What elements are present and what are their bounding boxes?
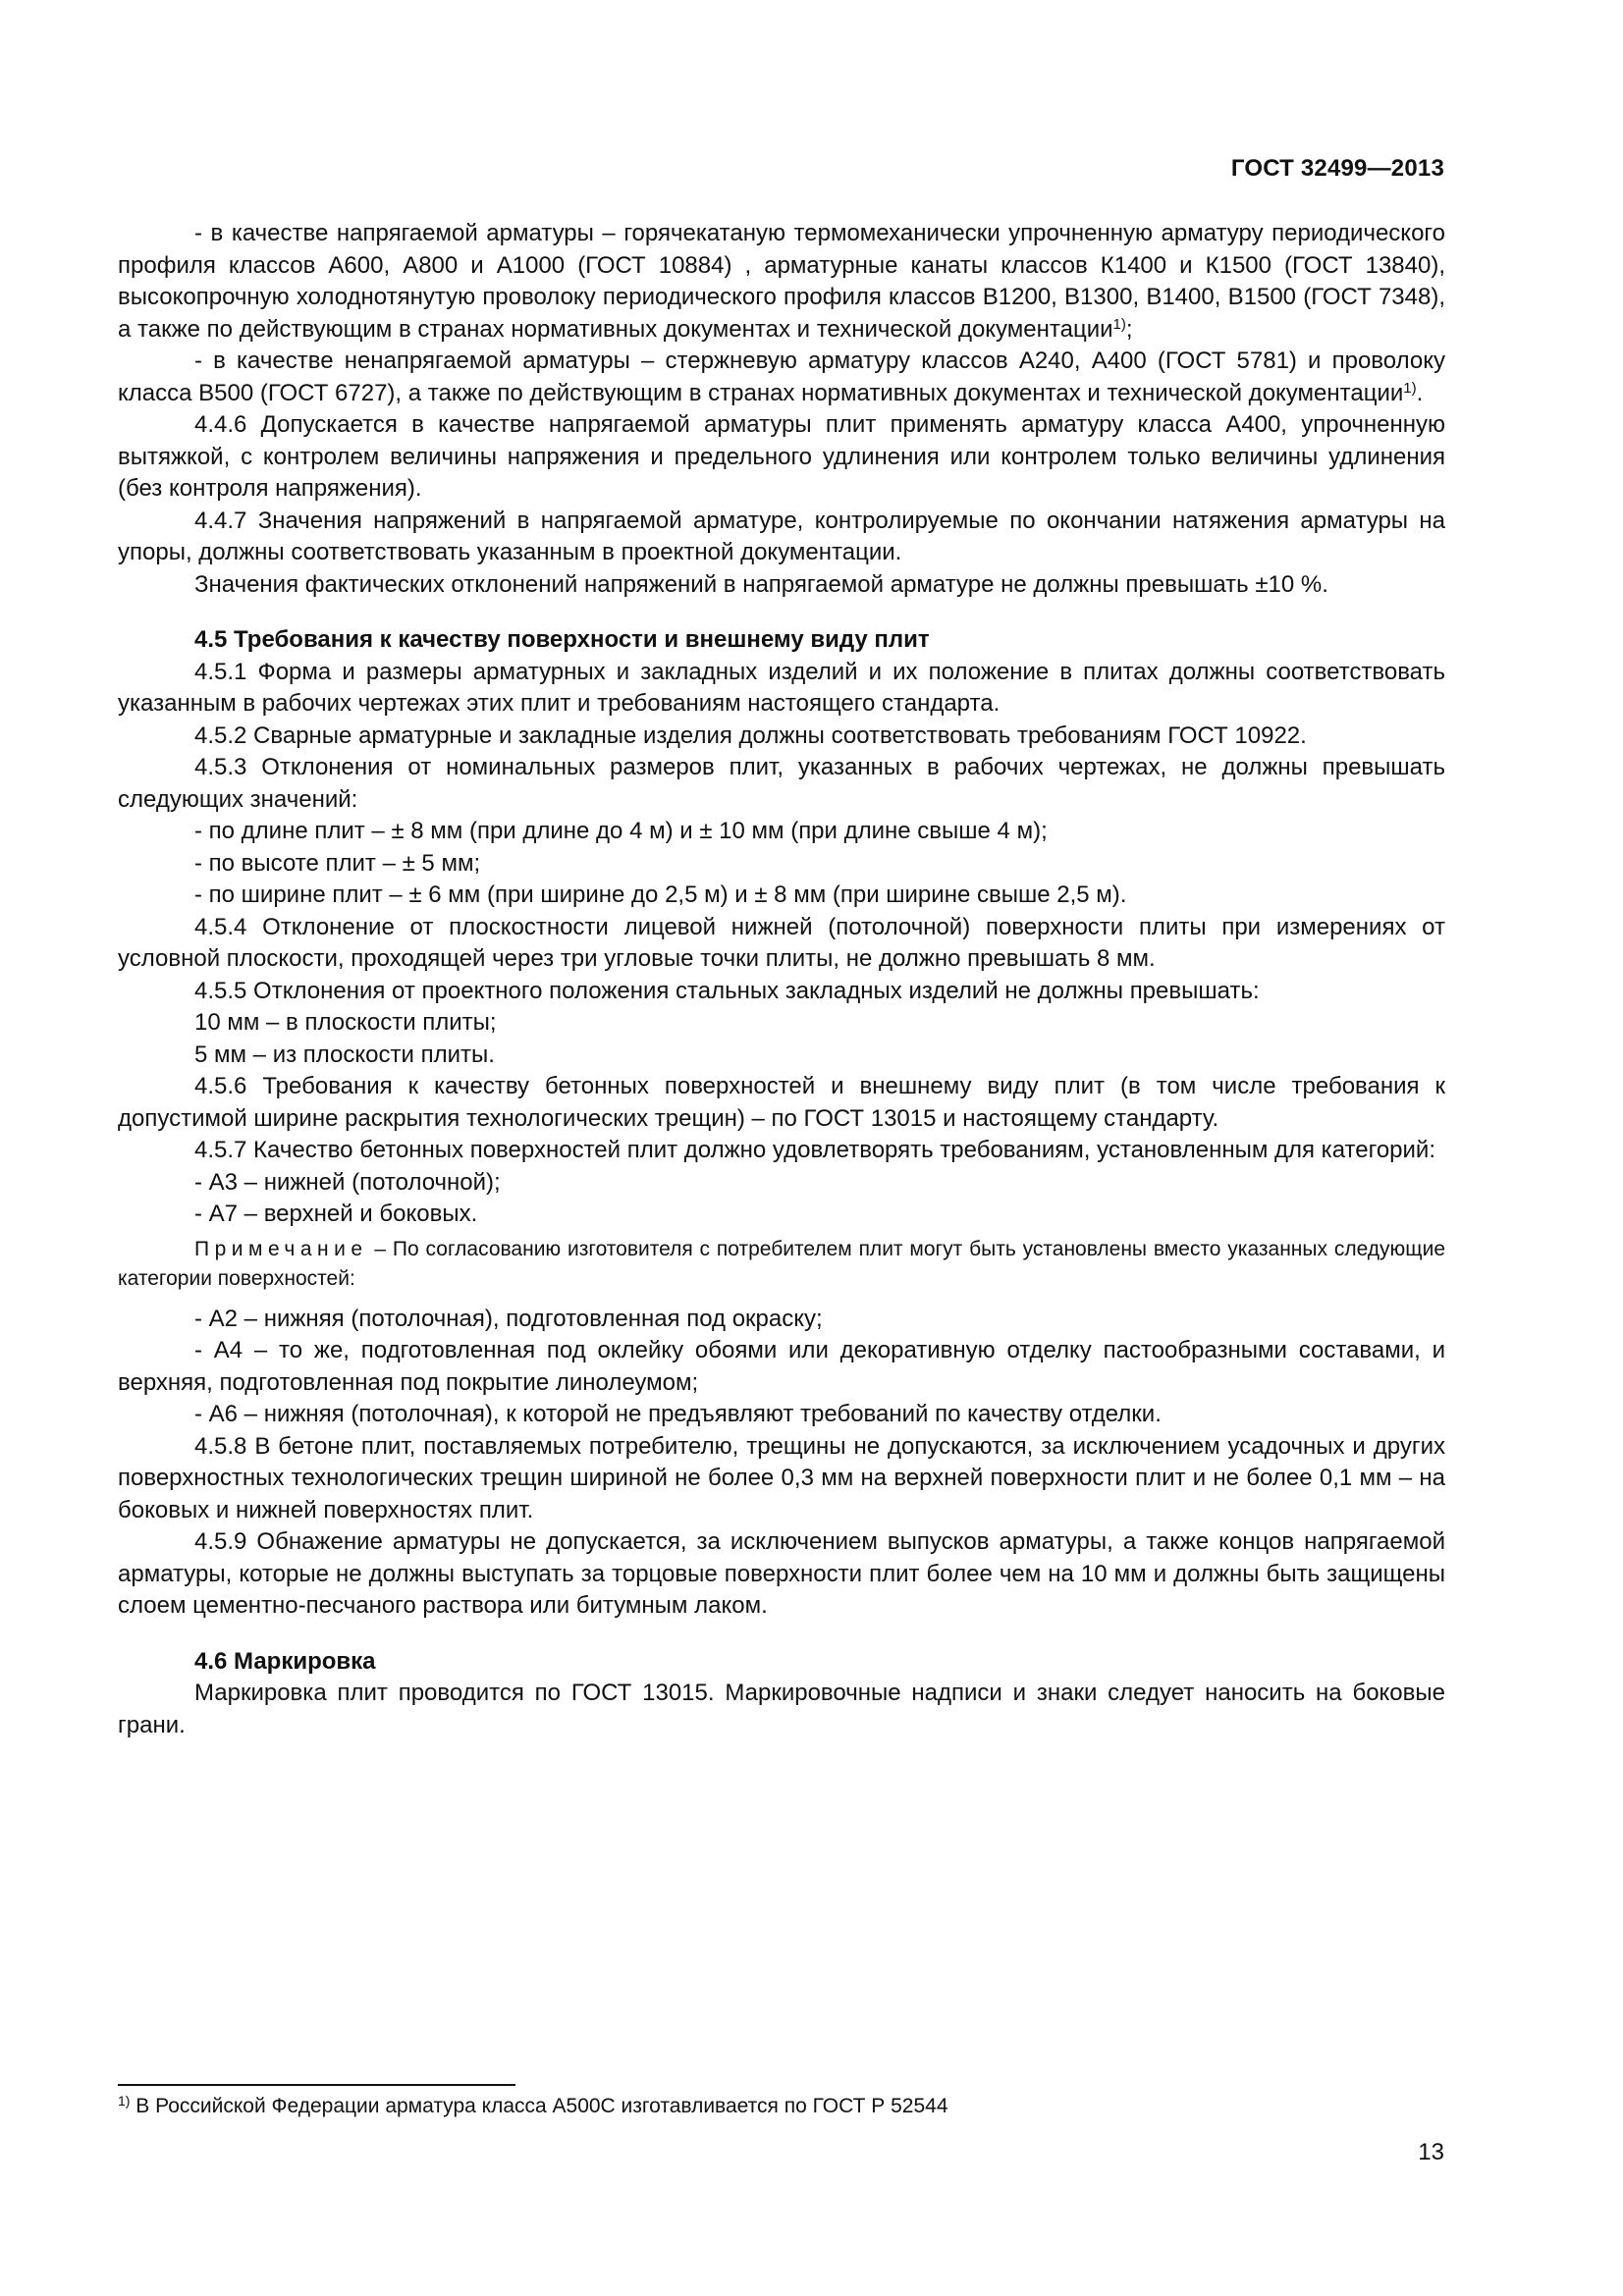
document-body <box>118 218 1445 1741</box>
paragraph-4-4-6: 4.4.6 Допускается в качестве напрягаемой арматуры плит применять арматуру класса А400, упрочненную вытяжкой, с контролем величины напряжения и предельного удлинения или контролем только величины удлинения (без контроля напряжения). <box>118 411 1445 502</box>
footnote-ref: 1) <box>1112 315 1126 333</box>
list-item: - А3 – нижней (потолочной); <box>194 1168 501 1196</box>
note-label: Примечание <box>194 1237 368 1260</box>
footnote-ref: 1) <box>1403 379 1417 397</box>
footnote-text: В Российской Федерации арматура класса А500С изготавливается по ГОСТ Р 52544 <box>130 2095 948 2117</box>
paragraph-4-5-3: 4.5.3 Отклонения от номинальных размеров плит, указанных в рабочих чертежах, не должны превышать следующих значений: <box>118 754 1445 813</box>
list-item: - по ширине плит – ± 6 мм (при ширине до 2,5 м) и ± 8 мм (при ширине свыше 2,5 м). <box>194 881 1127 908</box>
document-header: ГОСТ 32499—2013 <box>1230 155 1444 182</box>
list-item: - по длине плит – ± 8 мм (при длине до 4 м) и ± 10 мм (при длине свыше 4 м); <box>194 818 1048 844</box>
paragraph-4-5-6: 4.5.6 Требования к качеству бетонных поверхностей и внешнему виду плит (в том числе требования к допустимой ширине раскрытия технологических трещин) – по ГОСТ 13015 и настоящему стандарту. <box>118 1073 1445 1132</box>
paragraph-nonprestressed-reinforcement: - в качестве ненапрягаемой арматуры – стержневую арматуру классов А240, А400 (ГОСТ 5781) и проволоку класса В500 (ГОСТ 6727), а также по действующим в странах нормативных документах и технической документации$^{1)}$. <box>118 347 1445 406</box>
paragraph-4-5-8: 4.5.8 В бетоне плит, поставляемых потребителю, трещины не допускаются, за исключением усадочных и других поверхностных технологических трещин шириной не более 0,3 мм на верхней поверхности плит и не более 0,1 мм – на боковых и нижней поверхностях плит. <box>118 1432 1445 1523</box>
note <box>118 1235 1445 1294</box>
footnote <box>118 2095 948 2118</box>
list-item: 10 мм – в плоскости плиты; <box>194 1009 497 1036</box>
paragraph-4-5-4: 4.5.4 Отклонение от плоскостности лицевой нижней (потолочной) поверхности плиты при измерениях от условной плоскости, проходящей через три угловые точки плиты, не должно превышать 8 мм. <box>118 913 1445 972</box>
paragraph-4-5-5: 4.5.5 Отклонения от проектного положения стальных закладных изделий не должны превышать: <box>194 977 1260 1004</box>
paragraph-4-5-1: 4.5.1 Форма и размеры арматурных и закладных изделий и их положение в плитах должны соответствовать указанным в рабочих чертежах этих плит и требованиям настоящего стандарта. <box>118 658 1445 717</box>
list-item: - А7 – верхней и боковых. <box>194 1201 478 1227</box>
paragraph-4-4-7: 4.4.7 Значения напряжений в напрягаемой арматуре, контролируемые по окончании натяжения арматуры на упоры, должны соответствовать указанным в проектной документации. <box>118 507 1445 565</box>
paragraph-4-5-9: 4.5.9 Обнажение арматуры не допускается, за исключением выпусков арматуры, а также концов напрягаемой арматуры, которые не должны выступать за торцовые поверхности плит более чем на 10 мм и должны быть защищены слоем цементно-песчаного раствора или битумным лаком. <box>118 1528 1445 1619</box>
paragraph-4-5-2: 4.5.2 Сварные арматурные и закладные изделия должны соответствовать требованиям ГОСТ 10922. <box>194 721 1307 749</box>
list-item: - А4 – то же, подготовленная под оклейку обоями или декоративную отделку пастообразными составами, и верхняя, подготовленная под покрытие линолеумом; <box>118 1337 1445 1396</box>
section-heading-4-6: 4.6 Маркировка <box>194 1647 376 1675</box>
list-item: - А2 – нижняя (потолочная), подготовленная под окраску; <box>194 1305 823 1332</box>
list-item: 5 мм – из плоскости плиты. <box>194 1041 495 1068</box>
note-text: – По согласованию изготовителя с потребителем плит могут быть установлены вместо указанных следующие категории поверхностей: <box>118 1237 1445 1290</box>
paragraph-4-6: Маркировка плит проводится по ГОСТ 13015. Маркировочные надписи и знаки следует наносить на боковые грани. <box>118 1680 1445 1738</box>
footnote-divider <box>118 2084 515 2086</box>
footnote-marker: 1) <box>118 2093 131 2109</box>
page-number: 13 <box>1418 2139 1444 2165</box>
paragraph-4-5-7: 4.5.7 Качество бетонных поверхностей плит должно удовлетворять требованиям, установленным для категорий: <box>194 1137 1435 1163</box>
paragraph-prestressed-reinforcement: - в качестве напрягаемой арматуры – горячекатаную термомеханически упрочненную арматуру периодического профиля классов А600, А800 и А1000 (ГОСТ 10884) , арматурные канаты классов К1400 и К1500 (ГОСТ 13840), высокопрочную холоднотянутую проволоку периодического профиля классов В1200, В1300, В1400, В1500 (ГОСТ 7348), а также по действующим в странах нормативных документах и технической документации$^{1)}$; <box>118 220 1445 343</box>
paragraph-4-4-7-deviations: Значения фактических отклонений напряжений в напрягаемой арматуре не должны превышать ±10 %. <box>194 570 1328 598</box>
list-item: - по высоте плит – ± 5 мм; <box>194 849 481 877</box>
list-item: - А6 – нижняя (потолочная), к которой не предъявляют требований по качеству отделки. <box>194 1401 1162 1427</box>
section-heading-4-5: 4.5 Требования к качеству поверхности и внешнему виду плит <box>194 626 930 653</box>
